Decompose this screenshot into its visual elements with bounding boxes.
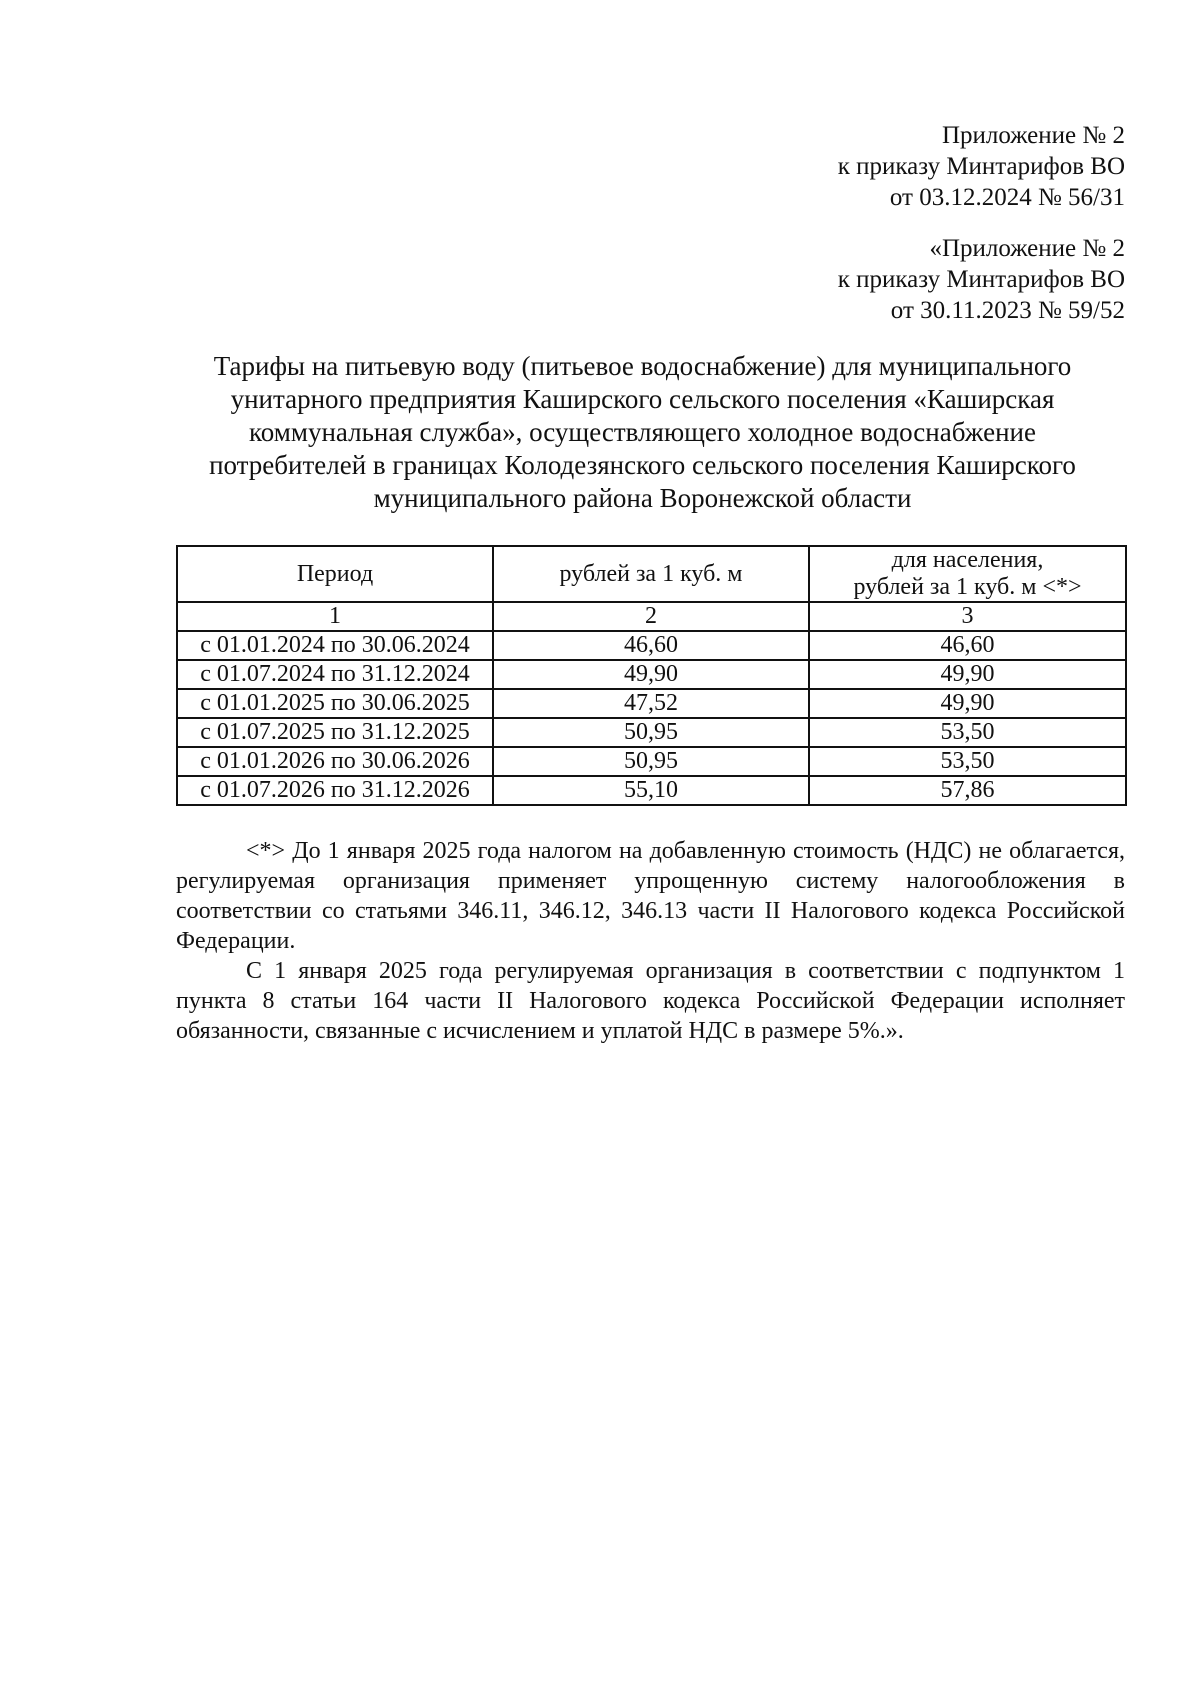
title-line: коммунальная служба», осуществляющего холодное водоснабжение [249,417,1036,447]
population-rate-cell: 46,60 [809,631,1126,660]
title-line: муниципального района Воронежской области [373,483,912,513]
rate-cell: 50,95 [493,718,809,747]
rate-cell: 46,60 [493,631,809,660]
appendix-number: Приложение № 2 [941,122,1125,149]
table-header-row [177,546,1126,602]
appendix-header-new [838,120,1125,213]
table-row [177,660,1126,689]
rate-cell: 50,95 [493,747,809,776]
column-number-row [177,602,1126,631]
appendix-order-ref: к приказу Минтарифов ВО [837,153,1125,180]
column-number: 1 [177,602,493,631]
rate-cell: 49,90 [493,660,809,689]
table-row [177,776,1126,805]
column-number: 2 [493,602,809,631]
header-population-line1: для населения, [891,547,1044,573]
appendix-order-date: от 30.11.2023 № 59/52 [890,297,1125,324]
population-rate-cell: 53,50 [809,747,1126,776]
population-rate-cell: 49,90 [809,689,1126,718]
period-cell: с 01.07.2024 по 31.12.2024 [177,660,493,689]
header-rate: рублей за 1 куб. м [493,546,809,602]
title-line: Тарифы на питьевую воду (питьевое водоснабжение) для муниципального [213,351,1072,381]
title-line: унитарного предприятия Каширского сельского поселения «Каширская [230,384,1055,414]
population-rate-cell: 57,86 [809,776,1126,805]
period-cell: с 01.07.2026 по 31.12.2026 [177,776,493,805]
header-period: Период [177,546,493,602]
period-cell: с 01.01.2024 по 30.06.2024 [177,631,493,660]
appendix-number: «Приложение № 2 [929,235,1125,262]
period-cell: с 01.01.2026 по 30.06.2026 [177,747,493,776]
appendix-order-ref: к приказу Минтарифов ВО [837,266,1125,293]
population-rate-cell: 49,90 [809,660,1126,689]
period-cell: с 01.07.2025 по 31.12.2025 [177,718,493,747]
period-cell: с 01.01.2025 по 30.06.2025 [177,689,493,718]
column-number: 3 [809,602,1126,631]
rate-cell: 47,52 [493,689,809,718]
appendix-order-date: от 03.12.2024 № 56/31 [889,184,1125,211]
document-title [160,350,1125,515]
population-rate-cell: 53,50 [809,718,1126,747]
table-row [177,718,1126,747]
table-row [177,631,1126,660]
footnote-paragraph: <*> До 1 января 2025 года налогом на добавленную стоимость (НДС) не облагается, регулируемая организация применяет упрощенную систему налогообложения в соответствии со статьями 346.11, 346.12, 346.13 части II Налогового кодекса Российской Федерации. [176,838,1125,954]
header-population-rate [809,546,1126,602]
vat-paragraph: С 1 января 2025 года регулируемая организация в соответствии с подпунктом 1 пункта 8 статьи 164 части II Налогового кодекса Российской Федерации исполняет обязанности, связанные с исчислением и уплатой НДС в размере 5%.». [176,958,1125,1044]
title-line: потребителей в границах Колодезянского сельского поселения Каширского [209,450,1076,480]
tariff-table [176,545,1127,806]
table-row [177,689,1126,718]
rate-cell: 55,10 [493,776,809,805]
header-population-line2: рублей за 1 куб. м <*> [853,574,1082,600]
table-row [177,747,1126,776]
notes-section [176,836,1125,1046]
appendix-header-old [838,233,1125,326]
